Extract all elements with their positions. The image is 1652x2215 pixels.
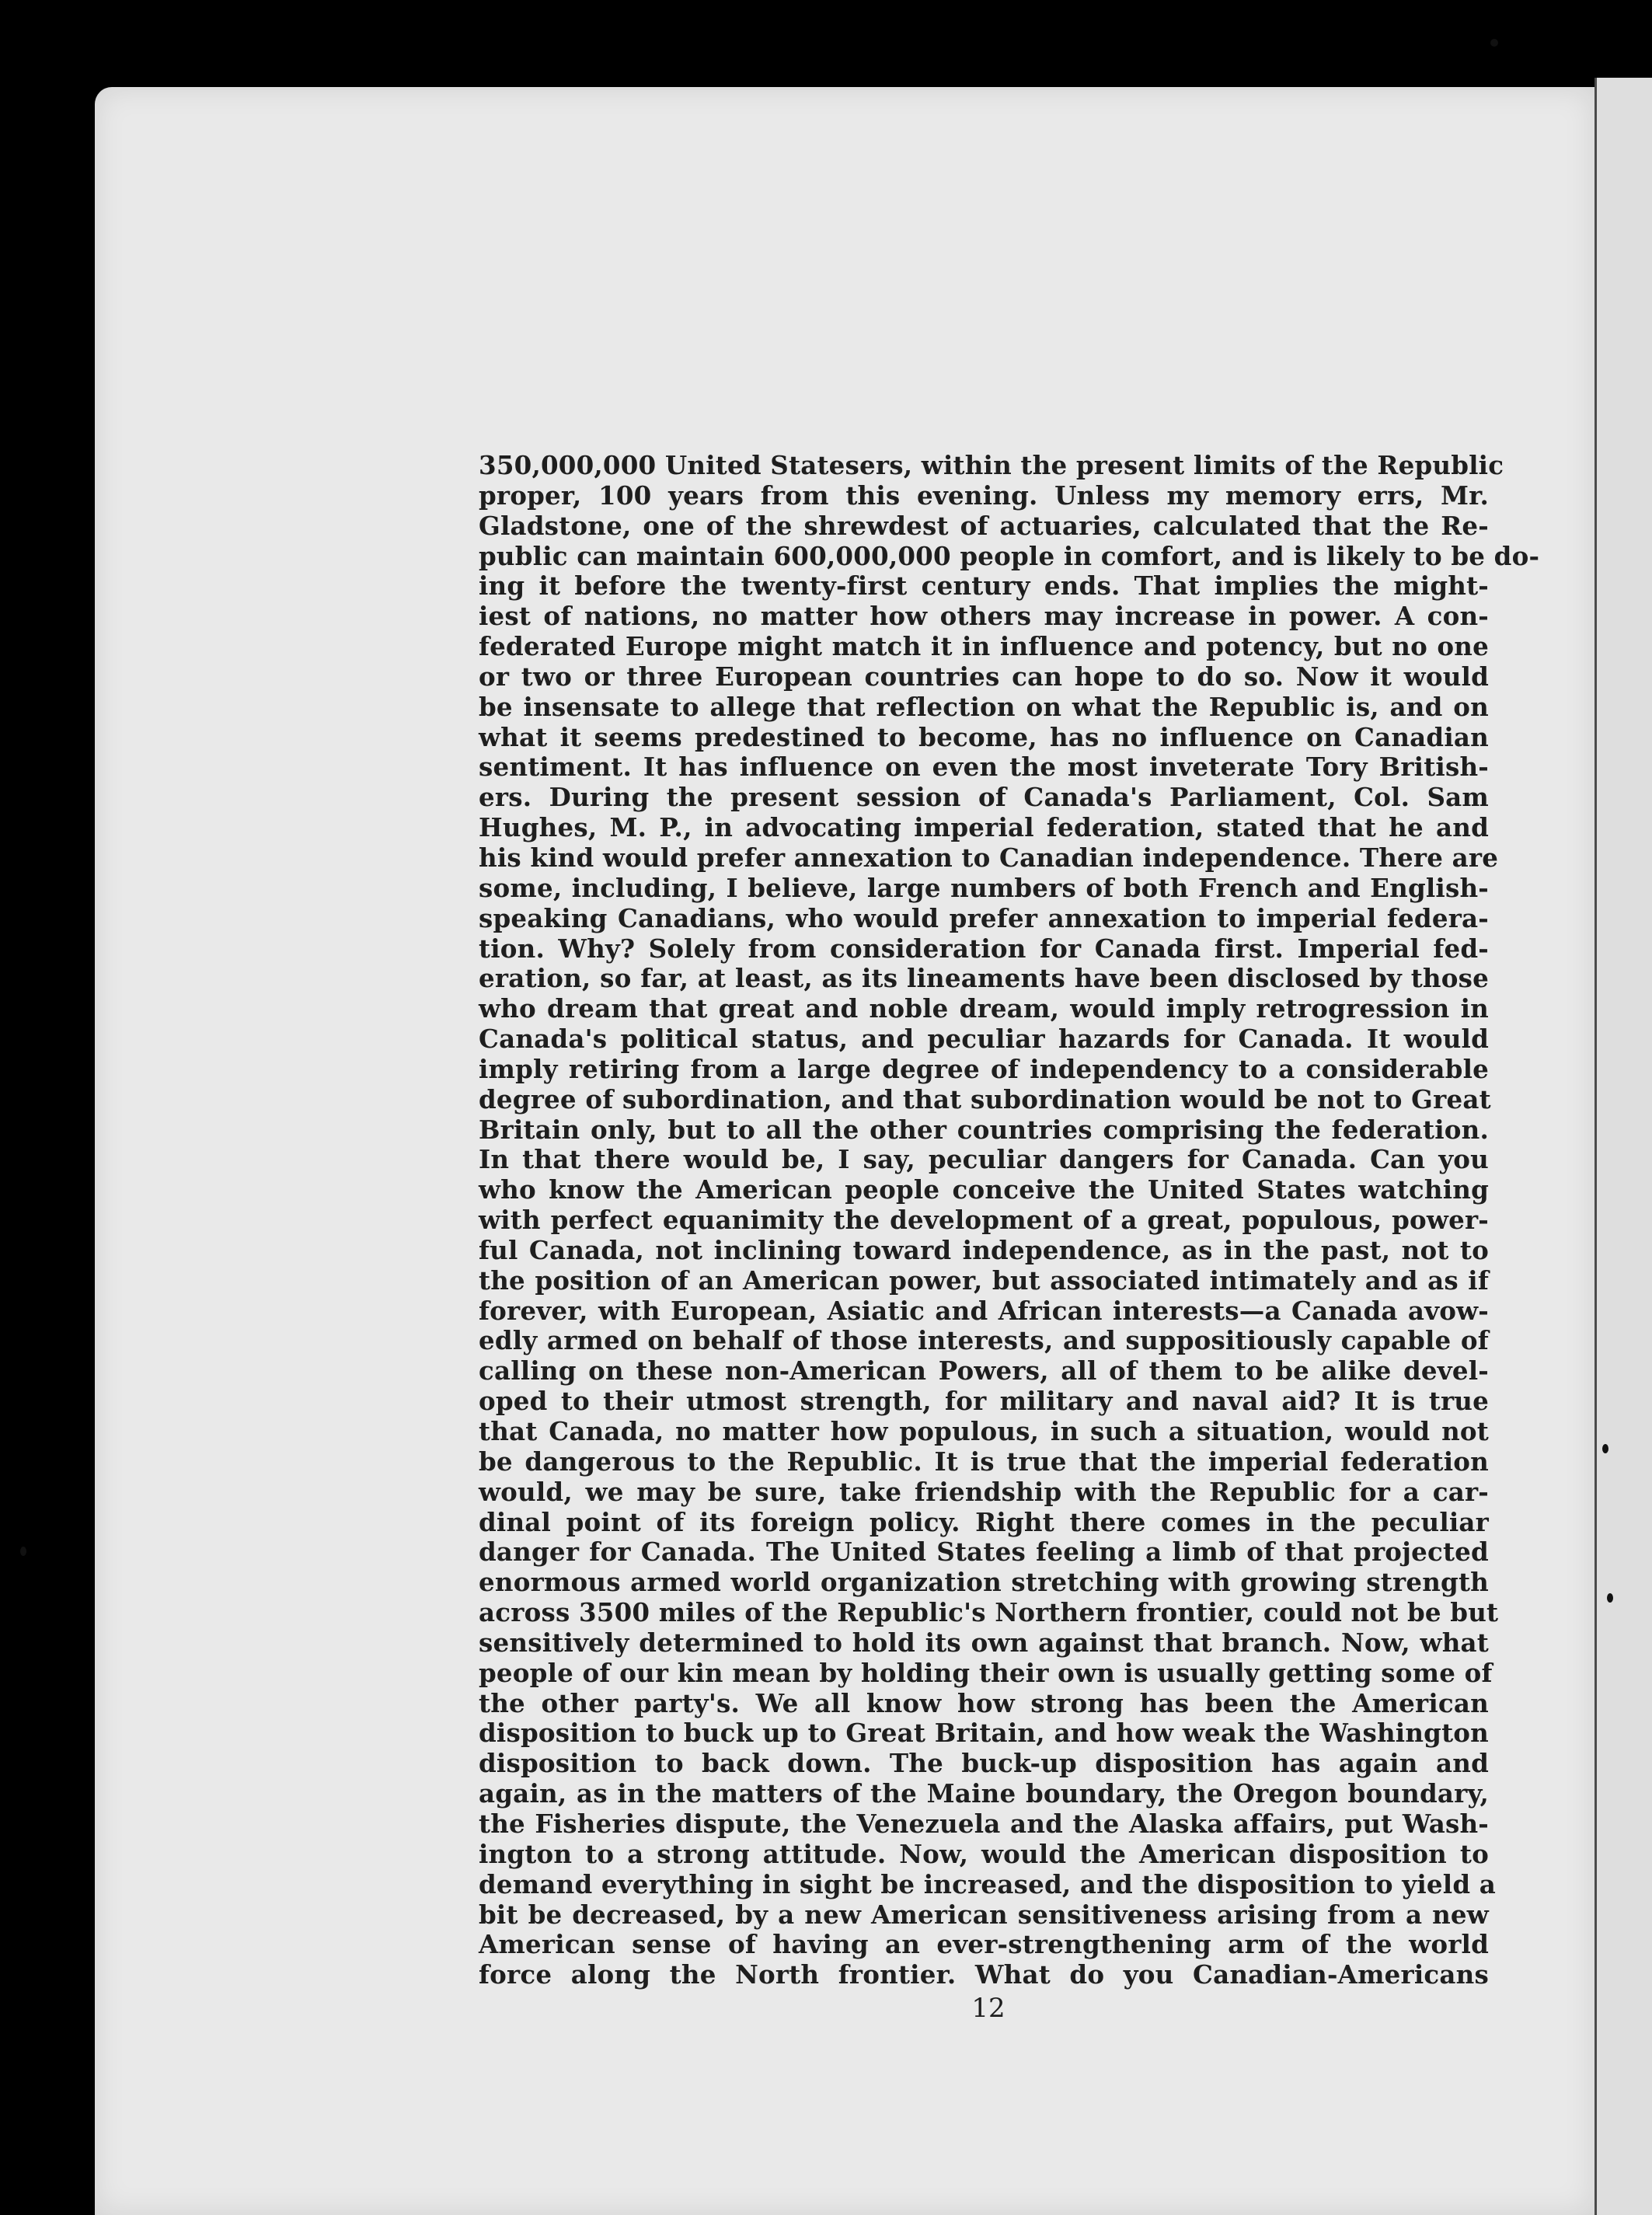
text-line: imply retiring from a large degree of independency to a considerable: [479, 1053, 1489, 1084]
text-line: ington to a strong attitude. Now, would the American disposition to: [479, 1838, 1489, 1869]
text-line: disposition to buck up to Great Britain, and how weak the Washington: [479, 1718, 1489, 1749]
text-line: some, including, I believe, large numbers of both French and English-: [479, 872, 1489, 903]
text-line: sensitively determined to hold its own against that branch. Now, what: [479, 1627, 1489, 1658]
text-line: with perfect equanimity the development of a great, populous, power-: [479, 1205, 1489, 1236]
text-line: be insensate to allege that reflection on what the Republic is, and on: [479, 691, 1489, 722]
text-line: demand everything in sight be increased, and the disposition to yield a: [479, 1868, 1497, 1899]
text-line: Gladstone, one of the shrewdest of actuaries, calculated that the Re-: [479, 510, 1489, 541]
text-line: speaking Canadians, who would prefer annexation to imperial federa-: [479, 902, 1489, 933]
text-line: the position of an American power, but associated intimately and as if: [479, 1264, 1489, 1296]
text-line: the Fisheries dispute, the Venezuela and the Alaska affairs, put Wash-: [479, 1808, 1489, 1839]
text-line: public can maintain 600,000,000 people in comfort, and is likely to be do-: [479, 540, 1540, 571]
text-line: enormous armed world organization stretching with growing strength: [479, 1567, 1489, 1598]
text-line: be dangerous to the Republic. It is true that the imperial federation: [479, 1446, 1489, 1477]
text-line: sentiment. It has influence on even the most inveterate Tory British-: [479, 752, 1489, 783]
text-line: proper, 100 years from this evening. Unless my memory errs, Mr.: [479, 480, 1489, 511]
text-line: would, we may be sure, take friendship with the Republic for a car-: [479, 1476, 1489, 1507]
text-line: American sense of having an ever-strengthening arm of the world: [479, 1929, 1489, 1960]
text-line: force along the North frontier. What do you Canadian-Americans: [479, 1959, 1489, 1990]
text-line: Hughes, M. P., in advocating imperial federation, stated that he and: [479, 812, 1489, 843]
text-line: degree of subordination, and that subordination would be not to Great: [479, 1083, 1491, 1114]
text-line: ful Canada, not inclining toward independence, as in the past, not to: [479, 1234, 1489, 1265]
page-sheet: [95, 87, 1594, 2215]
text-line: what it seems predestined to become, has no influence on Canadian: [479, 721, 1489, 752]
text-line: people of our kin mean by holding their own is usually getting some of: [479, 1657, 1493, 1688]
text-line: that Canada, no matter how populous, in such a situation, would not: [479, 1416, 1489, 1446]
page-number: 12: [971, 1993, 1005, 2024]
text-line: disposition to back down. The buck-up disposition has again and: [479, 1748, 1489, 1779]
scan-speck: [20, 1547, 26, 1556]
text-line: calling on these non-American Powers, all of them to be alike devel-: [479, 1355, 1489, 1387]
text-line: forever, with European, Asiatic and African interests—a Canada avow-: [479, 1295, 1489, 1326]
facing-page-edge: [1594, 78, 1652, 2215]
text-line: his kind would prefer annexation to Canadian independence. There are: [479, 842, 1499, 873]
scan-speck: [1602, 1444, 1608, 1453]
text-line: the other party's. We all know how strong has been the American: [479, 1687, 1489, 1718]
text-line: In that there would be, I say, peculiar dangers for Canada. Can you: [479, 1144, 1489, 1175]
text-line: ing it before the twenty-first century ends. That implies the might-: [479, 570, 1489, 602]
text-line: bit be decreased, by a new American sensitiveness arising from a new: [479, 1899, 1489, 1930]
scan-speck: [1607, 1593, 1613, 1603]
text-line: who dream that great and noble dream, would imply retrogression in: [479, 993, 1489, 1024]
text-line: 350,000,000 United Statesers, within the present limits of the Republic: [479, 450, 1504, 480]
text-line: again, as in the matters of the Maine boundary, the Oregon boundary,: [479, 1778, 1489, 1809]
text-line: federated Europe might match it in influence and potency, but no one: [479, 631, 1489, 662]
text-line: tion. Why? Solely from consideration for Canada first. Imperial fed-: [479, 933, 1489, 964]
text-line: oped to their utmost strength, for military and naval aid? It is true: [479, 1386, 1489, 1417]
text-line: danger for Canada. The United States feeling a limb of that projected: [479, 1537, 1489, 1568]
text-line: Britain only, but to all the other countries comprising the federation.: [479, 1114, 1489, 1145]
text-line: who know the American people conceive the United States watching: [479, 1174, 1489, 1205]
text-line: or two or three European countries can hope to do so. Now it would: [479, 661, 1489, 692]
text-line: eration, so far, at least, as its lineaments have been disclosed by those: [479, 963, 1489, 994]
text-line: across 3500 miles of the Republic's Northern frontier, could not be but: [479, 1597, 1499, 1628]
body-text: [479, 450, 1540, 1990]
text-line: iest of nations, no matter how others may increase in power. A con-: [479, 601, 1489, 632]
text-line: dinal point of its foreign policy. Right there comes in the peculiar: [479, 1506, 1489, 1537]
text-line: edly armed on behalf of those interests, and suppositiously capable of: [479, 1325, 1489, 1356]
text-line: Canada's political status, and peculiar hazards for Canada. It would: [479, 1024, 1489, 1055]
text-line: ers. During the present session of Canada's Parliament, Col. Sam: [479, 782, 1489, 813]
scan-speck: [1490, 39, 1498, 47]
